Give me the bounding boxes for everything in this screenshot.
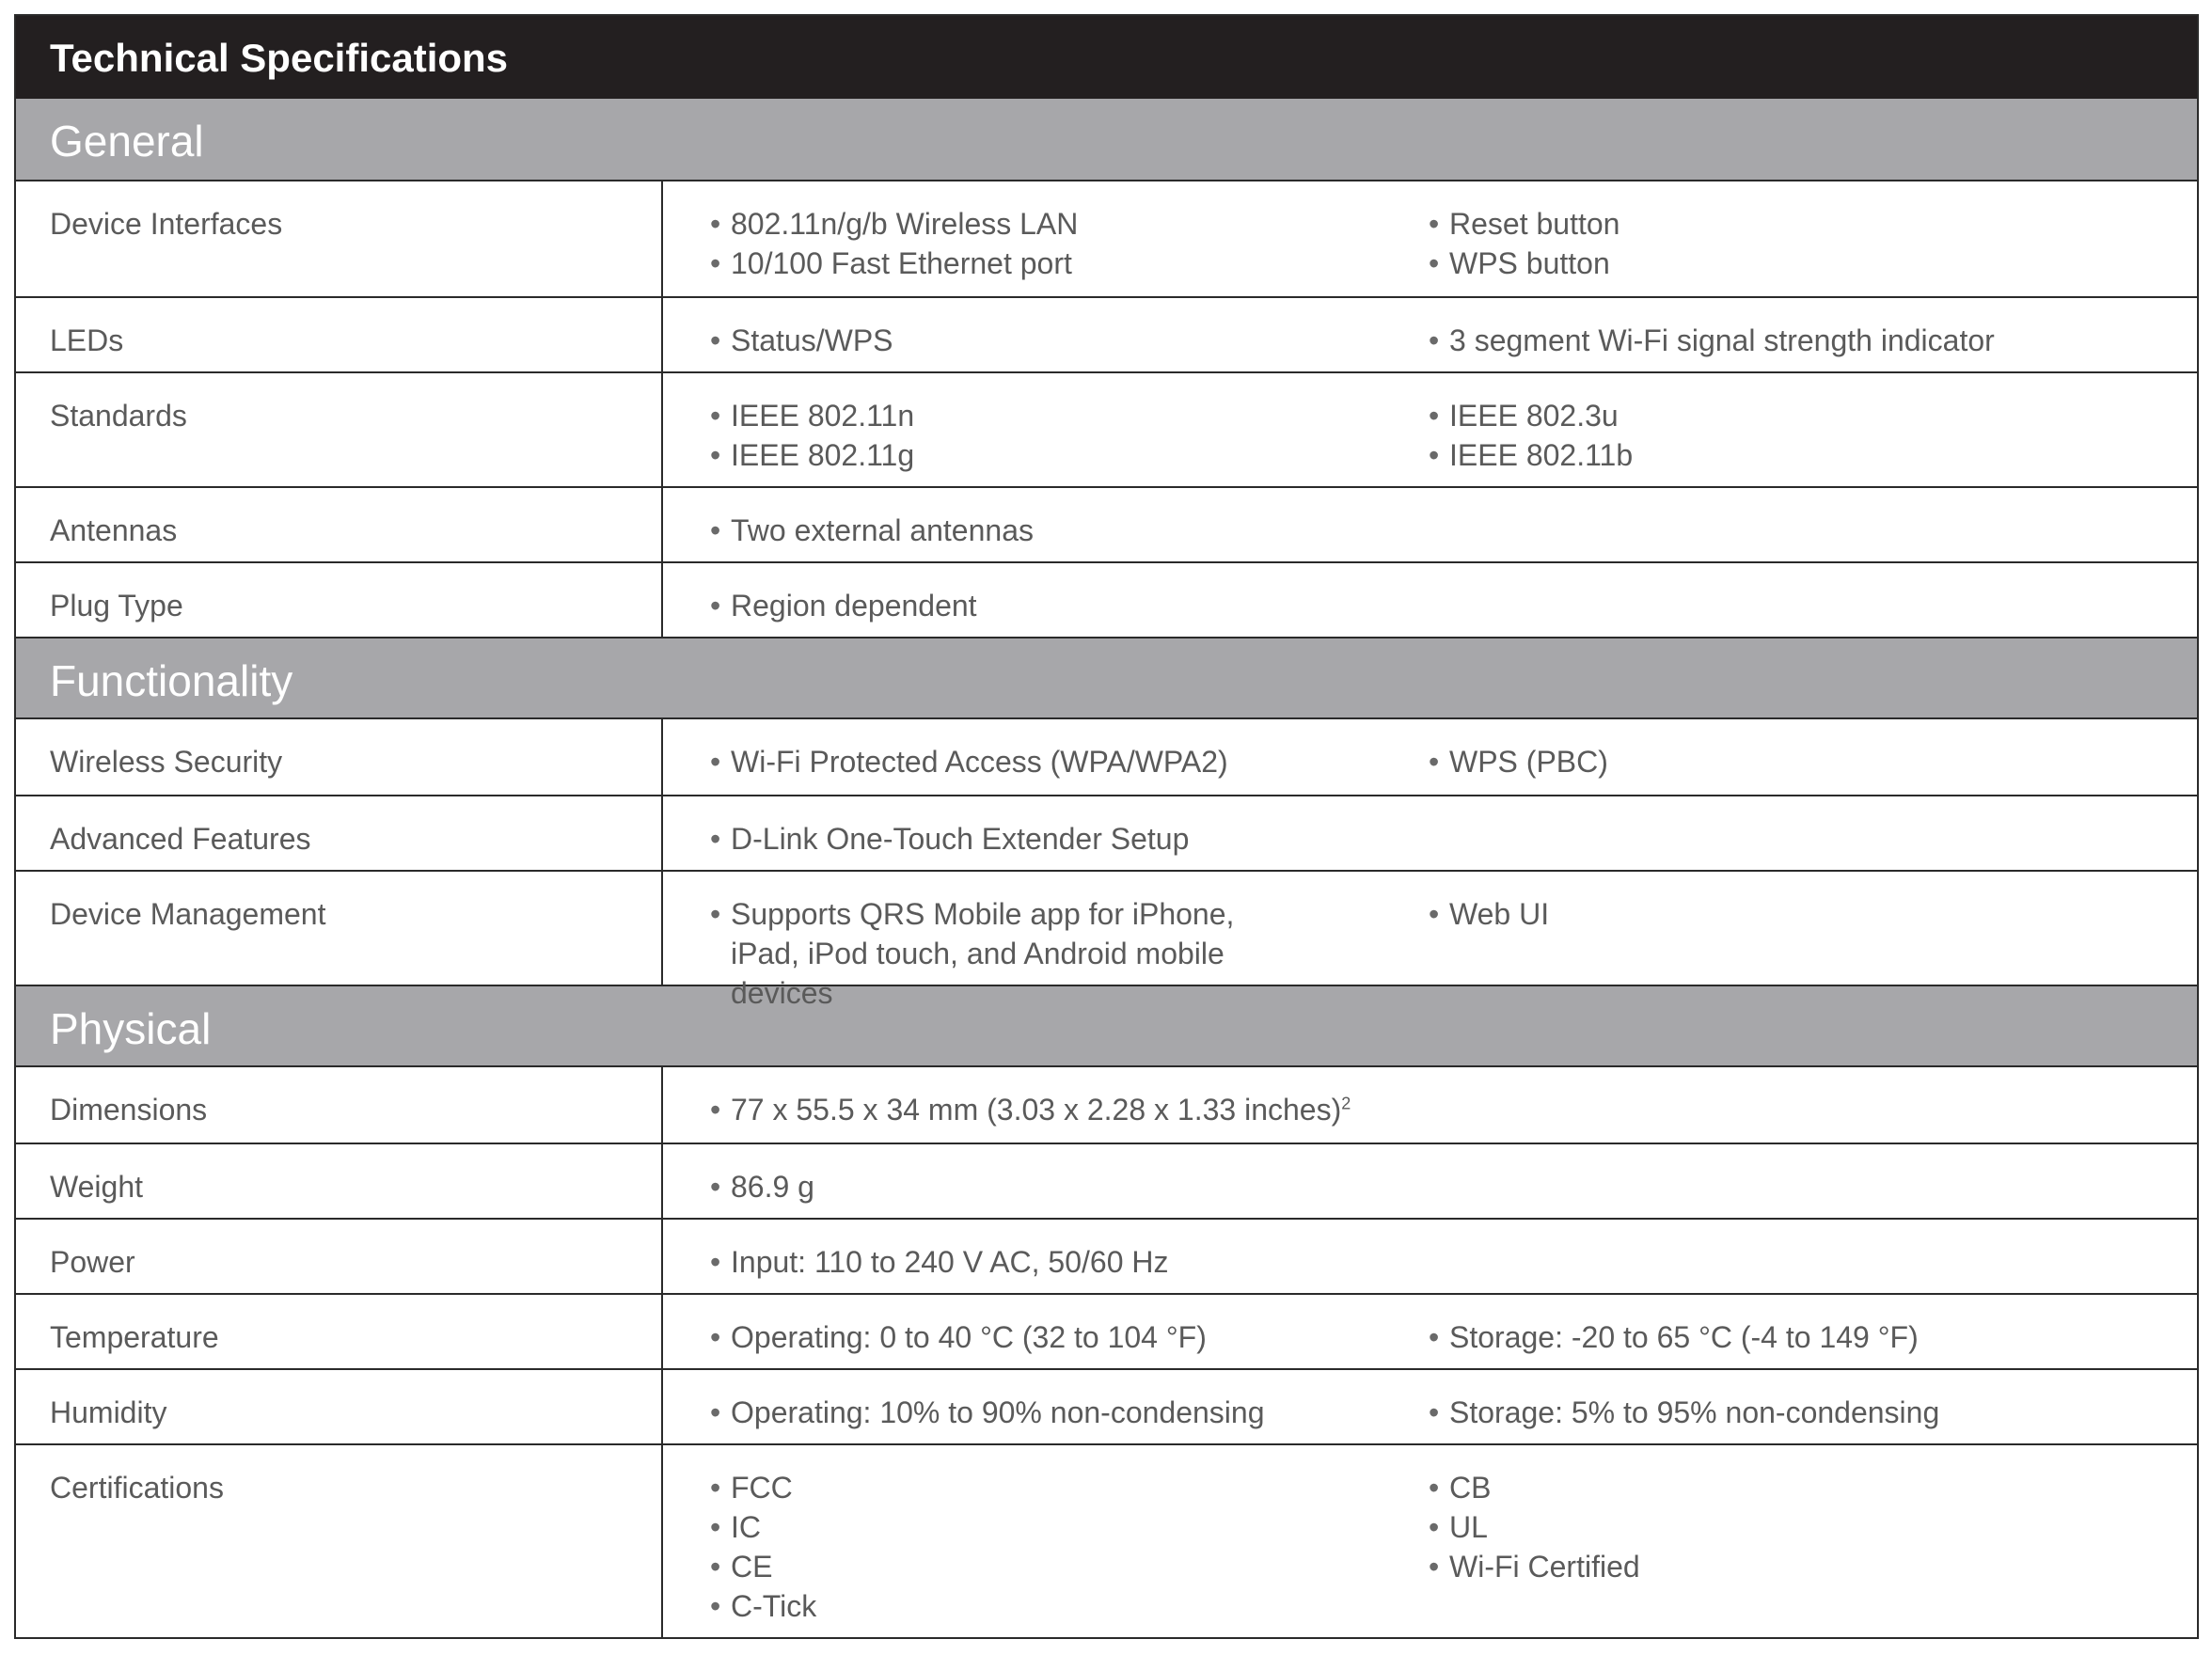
bullet-icon: • bbox=[710, 323, 721, 357]
spec-row-antennas bbox=[16, 486, 2197, 561]
spec-values bbox=[663, 1370, 2197, 1443]
spec-value-item bbox=[1429, 396, 2197, 435]
spec-value-column bbox=[663, 1167, 1429, 1218]
spec-row-leds bbox=[16, 296, 2197, 371]
footnote-marker: 2 bbox=[1341, 1094, 1351, 1113]
spec-value-text: CB bbox=[1449, 1471, 1492, 1505]
spec-values bbox=[663, 796, 2197, 870]
bullet-icon: • bbox=[710, 1550, 721, 1584]
spec-value-text: Operating: 0 to 40 °C (32 to 104 °F) bbox=[731, 1320, 1207, 1354]
bullet-icon: • bbox=[1429, 207, 1440, 241]
spec-value-text: Status/WPS bbox=[731, 323, 893, 357]
spec-value-item bbox=[710, 244, 1429, 283]
spec-values bbox=[663, 298, 2197, 371]
spec-value-text: Storage: 5% to 95% non-condensing bbox=[1449, 1395, 1940, 1429]
bullet-icon: • bbox=[710, 399, 721, 433]
spec-value-item bbox=[1429, 321, 2197, 360]
spec-value-item bbox=[710, 511, 1429, 550]
spec-row-advanced-features bbox=[16, 795, 2197, 870]
spec-value-column bbox=[1429, 1090, 2197, 1143]
spec-label: Plug Type bbox=[16, 563, 663, 637]
spec-value-column bbox=[663, 1317, 1429, 1368]
spec-value-column bbox=[1429, 742, 2197, 795]
spec-values bbox=[663, 1445, 2197, 1637]
spec-row-certifications bbox=[16, 1443, 2197, 1637]
spec-values bbox=[663, 872, 2197, 1010]
spec-label: Certifications bbox=[16, 1445, 663, 1637]
bullet-icon: • bbox=[1429, 1320, 1440, 1354]
bullet-icon: • bbox=[710, 438, 721, 472]
bullet-icon: • bbox=[710, 822, 721, 856]
spec-value-text: Operating: 10% to 90% non-condensing bbox=[731, 1395, 1265, 1429]
spec-values bbox=[663, 1295, 2197, 1368]
spec-value-text: IEEE 802.11g bbox=[731, 438, 915, 472]
spec-value-column bbox=[1429, 511, 2197, 561]
spec-value-column bbox=[1429, 396, 2197, 486]
spec-value-item bbox=[710, 1547, 1429, 1586]
bullet-icon: • bbox=[710, 1093, 721, 1127]
spec-value-text: C-Tick bbox=[731, 1589, 817, 1623]
spec-value-text: IEEE 802.3u bbox=[1449, 399, 1619, 433]
spec-label: Antennas bbox=[16, 488, 663, 561]
bullet-icon: • bbox=[1429, 323, 1440, 357]
spec-value-item bbox=[1429, 1393, 2197, 1432]
spec-value-text: D-Link One-Touch Extender Setup bbox=[731, 822, 1190, 856]
spec-value-text: Web UI bbox=[1449, 897, 1550, 931]
spec-value-item bbox=[710, 1317, 1429, 1357]
spec-value-column bbox=[1429, 586, 2197, 637]
spec-value-column bbox=[1429, 321, 2197, 371]
spec-value-column bbox=[1429, 1468, 2197, 1637]
spec-value-column bbox=[1429, 894, 2197, 985]
spec-value-item bbox=[1429, 1547, 2197, 1586]
spec-values bbox=[663, 719, 2197, 795]
section-header-functionality: Functionality bbox=[16, 637, 2197, 719]
bullet-icon: • bbox=[1429, 438, 1440, 472]
spec-value-column bbox=[1429, 819, 2197, 870]
spec-value-column bbox=[663, 1090, 1429, 1143]
spec-value-text: WPS (PBC) bbox=[1449, 745, 1608, 779]
spec-value-text: Reset button bbox=[1449, 207, 1620, 241]
spec-value-column bbox=[663, 1242, 1429, 1293]
spec-label: LEDs bbox=[16, 298, 663, 371]
spec-label: Standards bbox=[16, 373, 663, 486]
spec-label: Device Management bbox=[16, 872, 663, 985]
spec-value-text: Wi-Fi Certified bbox=[1449, 1550, 1640, 1584]
spec-value-item bbox=[710, 894, 1295, 1013]
spec-value-column bbox=[663, 1393, 1429, 1443]
spec-value-column bbox=[1429, 1242, 2197, 1293]
spec-row-power bbox=[16, 1218, 2197, 1293]
spec-label: Device Interfaces bbox=[16, 181, 663, 296]
spec-value-column bbox=[663, 204, 1429, 296]
spec-values bbox=[663, 373, 2197, 486]
spec-row-device-management bbox=[16, 870, 2197, 1010]
spec-value-item bbox=[1429, 204, 2197, 244]
spec-value-item bbox=[710, 396, 1429, 435]
spec-value-column bbox=[1429, 1167, 2197, 1218]
spec-value-item bbox=[710, 1586, 1429, 1626]
spec-row-standards bbox=[16, 371, 2197, 486]
bullet-icon: • bbox=[710, 1320, 721, 1354]
bullet-icon: • bbox=[710, 897, 721, 931]
bullet-icon: • bbox=[1429, 1550, 1440, 1584]
spec-value-column bbox=[1429, 1317, 2197, 1368]
spec-value-item bbox=[710, 819, 1429, 859]
bullet-icon: • bbox=[710, 1245, 721, 1279]
section-header-general: General bbox=[16, 99, 2197, 181]
spec-value-item bbox=[710, 742, 1429, 781]
spec-value-text: FCC bbox=[731, 1471, 793, 1505]
spec-value-text: UL bbox=[1449, 1510, 1488, 1544]
spec-value-column bbox=[663, 894, 1429, 1010]
spec-value-column bbox=[663, 1468, 1429, 1637]
bullet-icon: • bbox=[710, 1395, 721, 1429]
spec-value-item bbox=[710, 435, 1429, 475]
spec-values bbox=[663, 488, 2197, 561]
spec-value-text: IEEE 802.11b bbox=[1449, 438, 1634, 472]
spec-value-item bbox=[710, 1468, 1429, 1507]
spec-value-text: Supports QRS Mobile app for iPhone, iPad, iPod touch, and Android mobile devices bbox=[731, 897, 1235, 1010]
spec-value-item bbox=[710, 1167, 1429, 1206]
spec-value-column bbox=[663, 742, 1429, 795]
spec-row-humidity bbox=[16, 1368, 2197, 1443]
spec-value-text: 3 segment Wi-Fi signal strength indicator bbox=[1449, 323, 1995, 357]
spec-row-device-interfaces bbox=[16, 181, 2197, 296]
spec-value-text: CE bbox=[731, 1550, 773, 1584]
spec-values bbox=[663, 1144, 2197, 1218]
spec-value-column bbox=[663, 586, 1429, 637]
spec-values bbox=[663, 1220, 2197, 1293]
spec-row-plug-type bbox=[16, 561, 2197, 637]
bullet-icon: • bbox=[710, 513, 721, 547]
bullet-icon: • bbox=[710, 1170, 721, 1204]
spec-value-text: 86.9 g bbox=[731, 1170, 814, 1204]
bullet-icon: • bbox=[1429, 1471, 1440, 1505]
spec-value-item bbox=[1429, 1507, 2197, 1547]
bullet-icon: • bbox=[1429, 246, 1440, 280]
spec-value-text: Wi-Fi Protected Access (WPA/WPA2) bbox=[731, 745, 1228, 779]
spec-values bbox=[663, 181, 2197, 296]
bullet-icon: • bbox=[710, 246, 721, 280]
spec-value-item bbox=[710, 321, 1429, 360]
spec-value-item bbox=[710, 1393, 1429, 1432]
spec-label: Dimensions bbox=[16, 1067, 663, 1143]
spec-value-column bbox=[663, 819, 1429, 870]
spec-value-item bbox=[1429, 742, 2197, 781]
bullet-icon: • bbox=[710, 1471, 721, 1505]
spec-values bbox=[663, 1067, 2197, 1143]
spec-value-text: IEEE 802.11n bbox=[731, 399, 915, 433]
spec-value-item bbox=[710, 1507, 1429, 1547]
spec-table-body bbox=[16, 99, 2197, 1637]
bullet-icon: • bbox=[1429, 1395, 1440, 1429]
spec-value-text: 10/100 Fast Ethernet port bbox=[731, 246, 1072, 280]
spec-value-column bbox=[663, 396, 1429, 486]
bullet-icon: • bbox=[710, 745, 721, 779]
spec-values bbox=[663, 563, 2197, 637]
bullet-icon: • bbox=[1429, 1510, 1440, 1544]
spec-label: Weight bbox=[16, 1144, 663, 1218]
spec-value-column bbox=[663, 321, 1429, 371]
spec-value-item bbox=[710, 1090, 1429, 1129]
spec-value-text: Input: 110 to 240 V AC, 50/60 Hz bbox=[731, 1245, 1169, 1279]
spec-row-weight bbox=[16, 1143, 2197, 1218]
spec-value-item bbox=[710, 586, 1429, 625]
bullet-icon: • bbox=[1429, 897, 1440, 931]
spec-value-column bbox=[1429, 204, 2197, 296]
spec-value-column bbox=[663, 511, 1429, 561]
spec-value-text: Two external antennas bbox=[731, 513, 1034, 547]
spec-value-column bbox=[1429, 1393, 2197, 1443]
bullet-icon: • bbox=[1429, 399, 1440, 433]
spec-value-text: WPS button bbox=[1449, 246, 1610, 280]
spec-value-item bbox=[710, 1242, 1429, 1282]
spec-label: Wireless Security bbox=[16, 719, 663, 795]
spec-value-item bbox=[1429, 435, 2197, 475]
bullet-icon: • bbox=[1429, 745, 1440, 779]
bullet-icon: • bbox=[710, 1510, 721, 1544]
spec-value-text: Storage: -20 to 65 °C (-4 to 149 °F) bbox=[1449, 1320, 1919, 1354]
spec-value-text: Region dependent bbox=[731, 589, 977, 623]
spec-label: Temperature bbox=[16, 1295, 663, 1368]
spec-value-item bbox=[710, 204, 1429, 244]
spec-label: Advanced Features bbox=[16, 796, 663, 870]
spec-value-text: IC bbox=[731, 1510, 761, 1544]
spec-label: Humidity bbox=[16, 1370, 663, 1443]
spec-value-text: 802.11n/g/b Wireless LAN bbox=[731, 207, 1079, 241]
spec-value-item bbox=[1429, 244, 2197, 283]
spec-table bbox=[14, 14, 2199, 1639]
spec-row-wireless-security bbox=[16, 719, 2197, 795]
bullet-icon: • bbox=[710, 207, 721, 241]
spec-value-item bbox=[1429, 1317, 2197, 1357]
spec-value-item bbox=[1429, 894, 2197, 934]
spec-row-dimensions bbox=[16, 1067, 2197, 1143]
spec-value-item bbox=[1429, 1468, 2197, 1507]
page-title: Technical Specifications bbox=[16, 16, 2197, 99]
spec-value-text: 77 x 55.5 x 34 mm (3.03 x 2.28 x 1.33 inches) bbox=[731, 1093, 1342, 1127]
spec-label: Power bbox=[16, 1220, 663, 1293]
section-header-physical: Physical bbox=[16, 985, 2197, 1067]
bullet-icon: • bbox=[710, 1589, 721, 1623]
spec-row-temperature bbox=[16, 1293, 2197, 1368]
bullet-icon: • bbox=[710, 589, 721, 623]
